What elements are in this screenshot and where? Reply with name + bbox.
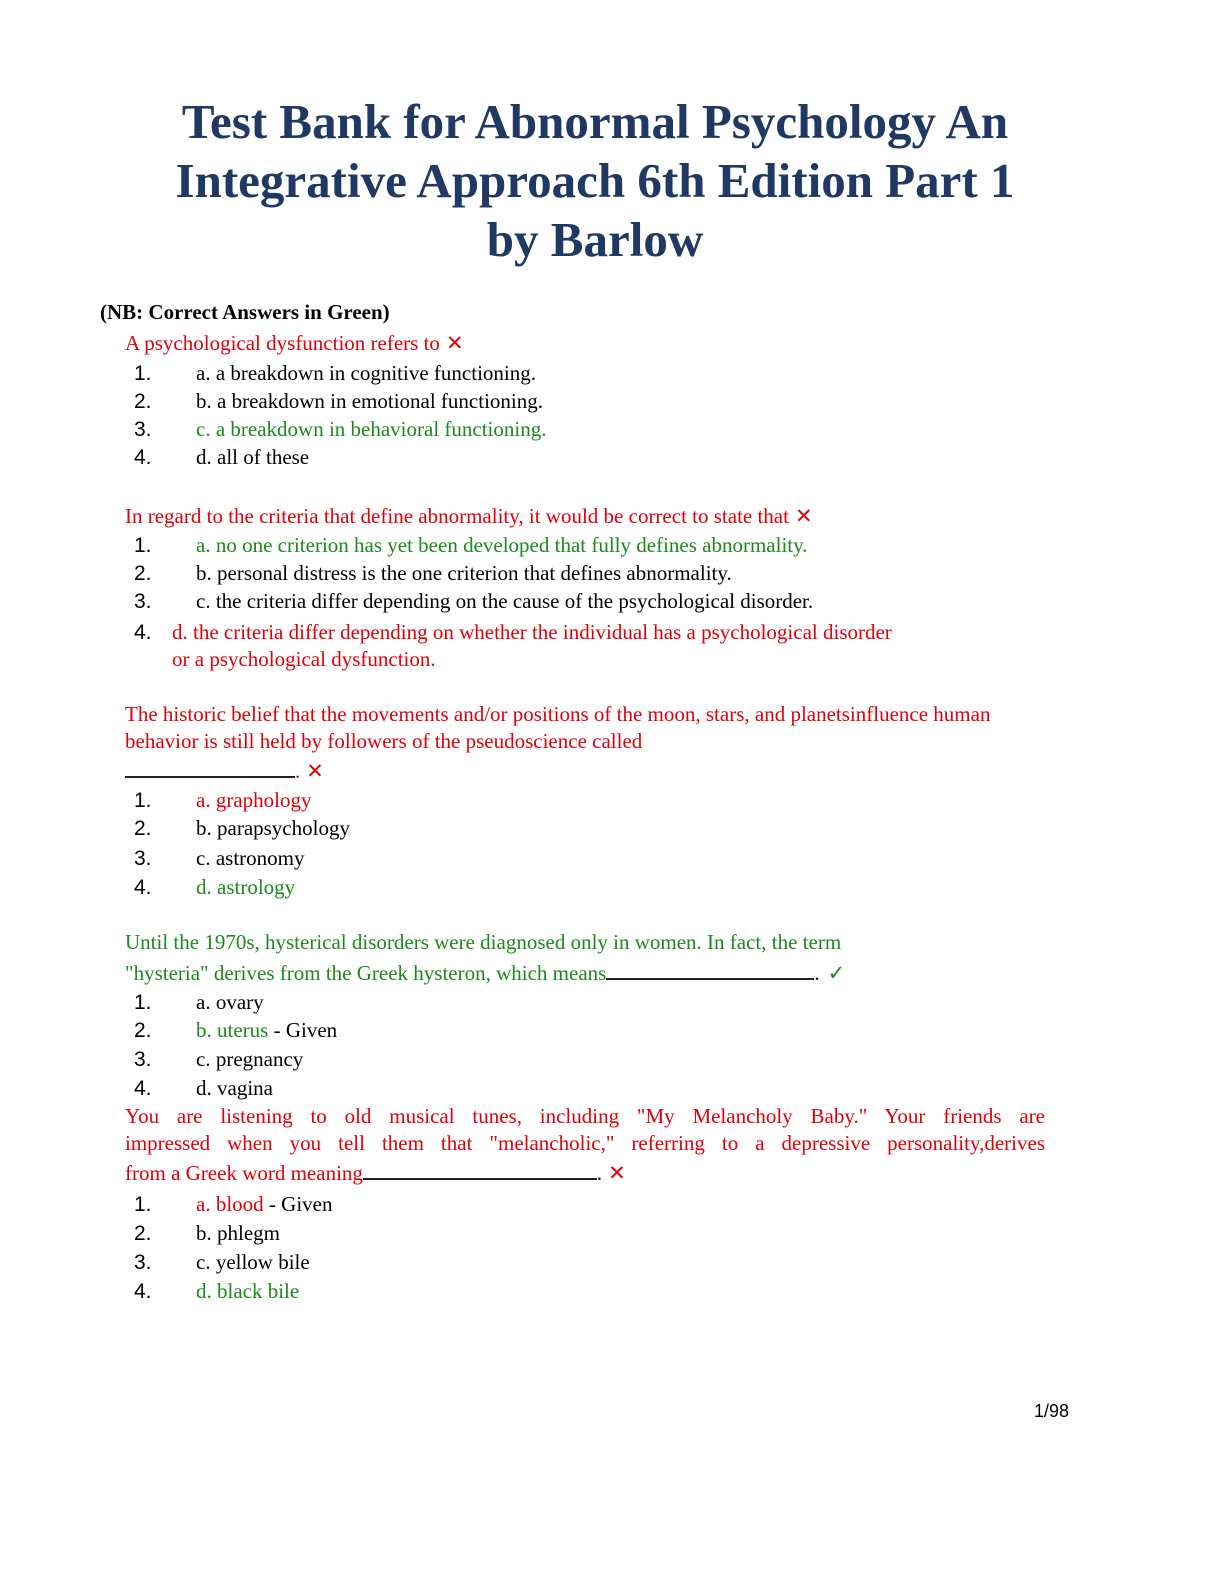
question-3-option-a (134, 787, 311, 814)
option-text: b. phlegm (196, 1221, 280, 1245)
option-number: 1. (134, 534, 152, 557)
option-number: 2. (134, 817, 152, 840)
question-5-option-d (134, 1278, 299, 1305)
option-text: a. ovary (196, 990, 264, 1014)
option-number: 4. (134, 876, 152, 899)
option-number: 3. (134, 1048, 152, 1071)
option-text: c. astronomy (196, 846, 305, 870)
page-title (60, 92, 1130, 269)
option-number: 4. (134, 1077, 152, 1100)
option-text: c. pregnancy (196, 1047, 304, 1071)
question-4-option-a (134, 989, 264, 1016)
question-5-text-line-3-text: from a Greek word meaning (125, 1161, 363, 1185)
option-text: c. yellow bile (196, 1250, 310, 1274)
page-number: 1/98 (1034, 1401, 1070, 1421)
question-3 (125, 701, 990, 785)
question-5-option-a (134, 1191, 332, 1218)
wrong-mark-icon: ✕ (445, 331, 464, 355)
option-number: 3. (134, 590, 152, 613)
wrong-mark-icon: ✕ (306, 759, 324, 783)
answer-blank (125, 758, 295, 778)
question-4-text-line-1: Until the 1970s, hysterical disorders were diagnosed only in women. In fact, the term (125, 930, 842, 954)
question-2 (125, 503, 813, 530)
question-3-option-d (134, 874, 295, 901)
wrong-mark-icon: ✕ (608, 1161, 626, 1185)
option-text: c. a breakdown in behavioral functioning. (196, 417, 547, 441)
question-1-option-a (134, 360, 536, 387)
question-4-text-line-2 (125, 960, 845, 987)
question-3-text-line-3 (125, 758, 990, 785)
question-4-option-c (134, 1046, 303, 1073)
option-text: d. the criteria differ depending on whether the individual has a psychological disorder or a psychological dysfunction. (172, 620, 892, 671)
option-number: 1. (134, 789, 152, 812)
question-2-option-a (134, 532, 808, 559)
option-number: 2. (134, 390, 152, 413)
option-text: d. black bile (196, 1279, 300, 1303)
option-text: b. personal distress is the one criterion that defines abnormality. (196, 561, 732, 585)
title-line-1: Test Bank for Abnormal Psychology An (181, 94, 1009, 149)
option-text: a. blood (196, 1192, 264, 1216)
option-number: 2. (134, 562, 152, 585)
question-1-option-b (134, 388, 543, 415)
option-number: 1. (134, 1193, 152, 1216)
question-2-text: In regard to the criteria that define abnormality, it would be correct to state that (125, 504, 789, 528)
question-4 (125, 929, 845, 987)
option-text: c. the criteria differ depending on the cause of the psychological disorder. (196, 589, 814, 613)
question-4-period: . (814, 961, 820, 985)
question-4-option-d (134, 1075, 273, 1102)
option-number: 4. (134, 446, 152, 469)
question-2-option-d (134, 619, 912, 673)
option-number: 3. (134, 847, 152, 870)
question-5-text-line-3 (125, 1160, 1045, 1187)
option-text: b. parapsychology (196, 816, 350, 840)
given-label: - Given (263, 1192, 333, 1216)
option-number: 3. (134, 418, 152, 441)
option-number: 2. (134, 1222, 152, 1245)
question-5-period: . (596, 1161, 603, 1185)
question-4-text-line-2-text: "hysteria" derives from the Greek hysteron, which means (125, 961, 607, 985)
option-text: a. graphology (196, 788, 312, 812)
question-5 (125, 1103, 1045, 1187)
option-text: b. a breakdown in emotional functioning. (196, 389, 544, 413)
question-5-text-line-1: You are listening to old musical tunes, including "My Melancholy Baby." Your friends are (125, 1104, 1045, 1128)
wrong-mark-icon: ✕ (794, 504, 813, 528)
question-3-option-c (134, 845, 304, 872)
option-text: b. uterus (196, 1018, 269, 1042)
option-number: 2. (134, 1019, 152, 1042)
question-1-option-d (134, 444, 309, 471)
option-text: d. all of these (196, 445, 310, 469)
option-number: 1. (134, 362, 152, 385)
option-text: d. vagina (196, 1076, 273, 1100)
answer-blank (606, 960, 814, 980)
question-1-option-c (134, 416, 546, 443)
option-text: d. astrology (196, 875, 296, 899)
question-2-option-b (134, 560, 732, 587)
question-1 (125, 330, 464, 357)
question-5-text-line-2: impressed when you tell them that "melancholic," referring to a depressive personality,derives (125, 1131, 1045, 1155)
given-label: - Given (268, 1018, 338, 1042)
question-5-option-c (134, 1249, 310, 1276)
option-number: 4. (134, 621, 152, 644)
answer-key-note: (NB: Correct Answers in Green) (100, 300, 390, 324)
option-number: 4. (134, 1280, 152, 1303)
question-1-text: A psychological dysfunction refers to (125, 331, 440, 355)
question-2-option-c (134, 588, 813, 615)
option-number: 1. (134, 991, 152, 1014)
option-text: a. a breakdown in cognitive functioning. (196, 361, 536, 385)
title-line-2: Integrative Approach 6th Edition Part 1 (175, 153, 1015, 208)
question-5-option-b (134, 1220, 280, 1247)
option-text: a. no one criterion has yet been developed that fully defines abnormality. (196, 533, 808, 557)
title-line-3: by Barlow (486, 212, 704, 267)
check-mark-icon: ✓ (827, 961, 846, 985)
question-3-text-line-1: The historic belief that the movements and/or positions of the moon, stars, and planetsinfluence human (125, 702, 991, 726)
question-3-period: . (295, 759, 301, 783)
question-4-option-b (134, 1017, 337, 1044)
question-3-text-line-2: behavior is still held by followers of the pseudoscience called (125, 729, 643, 753)
question-3-option-b (134, 815, 350, 842)
option-number: 3. (134, 1251, 152, 1274)
answer-blank (363, 1160, 597, 1180)
